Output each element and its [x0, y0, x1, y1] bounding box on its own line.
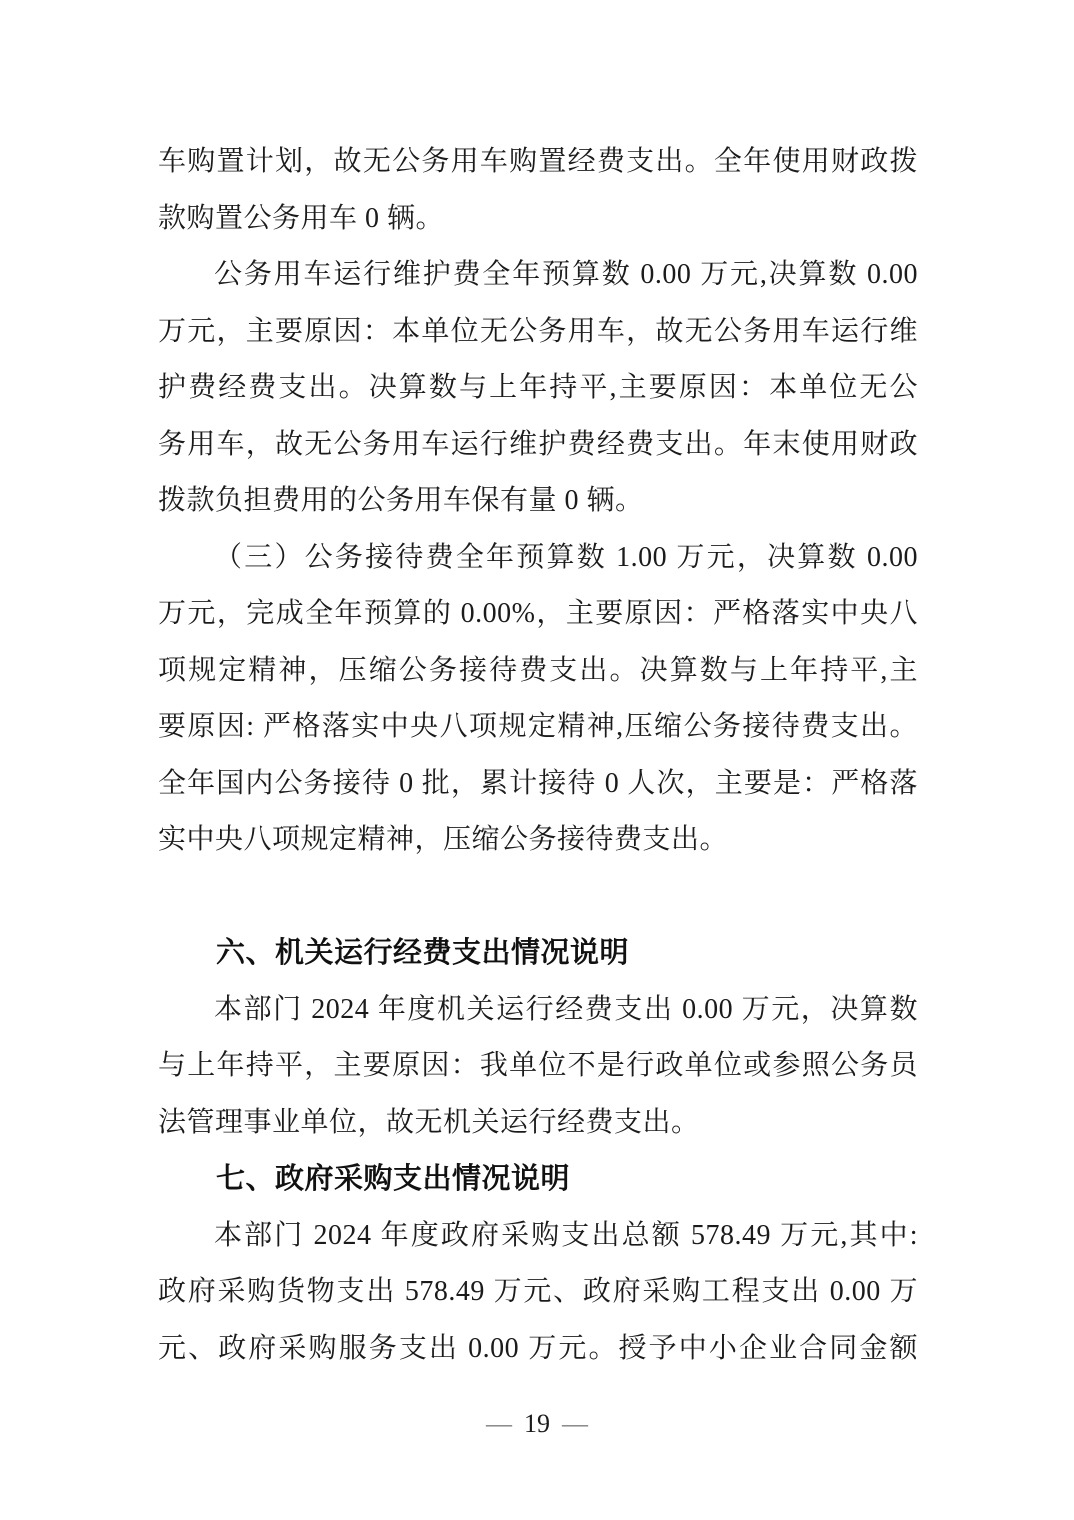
text-line: 护费经费支出。决算数与上年持平,主要原因：本单位无公 [158, 372, 918, 403]
page-footer [0, 1406, 1074, 1442]
blank-line [158, 869, 918, 926]
text-line: 法管理事业单位，故无机关运行经费支出。 [158, 1106, 700, 1138]
page-number: 19 [524, 1409, 550, 1438]
text-line: 与上年持平，主要原因：我单位不是行政单位或参照公务员 [158, 1050, 918, 1081]
section-heading-6: 六、机关运行经费支出情况说明 [216, 937, 630, 969]
text-line: 务用车，故无公务用车运行维护费经费支出。年末使用财政 [158, 428, 918, 460]
text-line: 元、政府采购服务支出 0.00 万元。授予中小企业合同金额 [158, 1332, 918, 1364]
text-line: （三）公务接待费全年预算数 1.00 万元，决算数 0.00 [214, 541, 918, 573]
section-heading-7: 七、政府采购支出情况说明 [216, 1163, 571, 1195]
text-line: 车购置计划，故无公务用车购置经费支出。全年使用财政拨 [158, 146, 918, 177]
text-line: 要原因: 严格落实中央八项规定精神,压缩公务接待费支出。 [158, 711, 918, 742]
text-line: 本部门 2024 年度政府采购支出总额 578.49 万元,其中: [214, 1219, 918, 1251]
text-line: 实中央八项规定精神，压缩公务接待费支出。 [158, 824, 729, 855]
text-line: 公务用车运行维护费全年预算数 0.00 万元,决算数 0.00 [214, 259, 918, 290]
text-line: 万元，完成全年预算的 0.00%，主要原因：严格落实中央八 [158, 598, 918, 629]
footer-dash-right: — [562, 1409, 588, 1438]
footer-dash-left: — [486, 1409, 512, 1438]
text-line: 本部门 2024 年度机关运行经费支出 0.00 万元，决算数 [214, 993, 918, 1025]
text-line: 项规定精神，压缩公务接待费支出。决算数与上年持平,主 [158, 654, 918, 686]
text-line: 政府采购货物支出 578.49 万元、政府采购工程支出 0.00 万 [158, 1276, 918, 1307]
text-line: 全年国内公务接待 0 批，累计接待 0 人次，主要是：严格落 [158, 767, 918, 799]
text-line: 万元，主要原因：本单位无公务用车，故无公务用车运行维 [158, 315, 918, 347]
text-line: 款购置公务用车 0 辆。 [158, 202, 445, 234]
document-body [158, 134, 918, 1377]
text-line: 拨款负担费用的公务用车保有量 0 辆。 [158, 485, 644, 516]
